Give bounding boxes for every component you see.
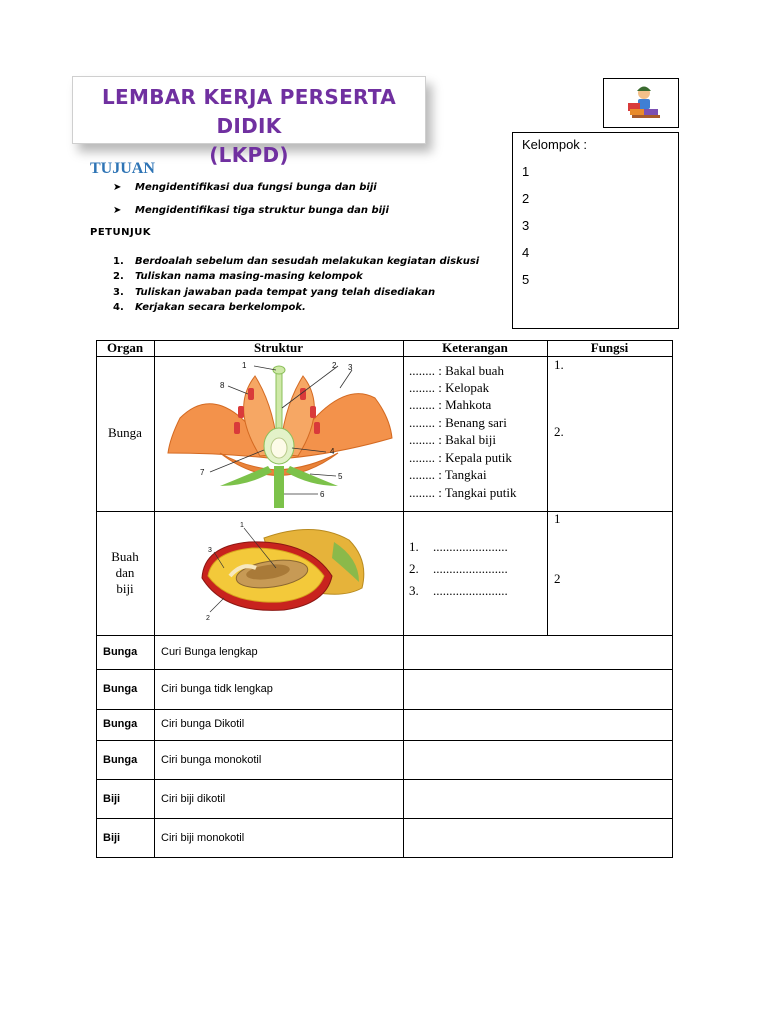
flower-label-3: 3 xyxy=(348,363,353,372)
ket-buah-3: 3. ....................... xyxy=(409,583,508,598)
row-desc: Ciri biji dikotil xyxy=(161,793,226,805)
ket-bunga-7: ........ : Tangkai xyxy=(409,467,487,482)
group-member-3: 3 xyxy=(522,218,530,233)
ket-bunga-4: ........ : Benang sari xyxy=(409,415,507,430)
tujuan-heading: TUJUAN xyxy=(90,160,155,177)
row-desc: Ciri bunga tidk lengkap xyxy=(161,683,273,695)
flower-structure-diagram xyxy=(160,358,398,508)
header-organ: Organ xyxy=(106,340,144,355)
ket-bunga-1: ........ : Bakal buah xyxy=(409,363,504,378)
instruction-step: 1. Berdoalah sebelum dan sesudah melakukan kegiatan diskusi xyxy=(113,256,480,267)
organ-bunga: Bunga xyxy=(108,425,142,440)
ket-bunga-6: ........ : Kepala putik xyxy=(409,450,512,465)
row-organ: Bunga xyxy=(103,718,138,730)
petunjuk-heading: PETUNJUK xyxy=(90,227,152,238)
mango-label-3: 3 xyxy=(208,547,212,554)
group-member-1: 1 xyxy=(522,164,530,179)
ket-bunga-5: ........ : Bakal biji xyxy=(409,432,497,447)
ket-buah-2: 2. ....................... xyxy=(409,561,508,576)
mango-seed-diagram xyxy=(194,518,369,628)
title-line-2: (LKPD) xyxy=(209,143,289,167)
instruction-step: 2. Tuliskan nama masing-masing kelompok xyxy=(113,271,363,282)
title-box xyxy=(72,76,426,167)
objective-item: ➤ Mengidentifikasi dua fungsi bunga dan biji xyxy=(113,182,377,193)
group-label: Kelompok : xyxy=(522,137,588,152)
ket-buah-1: 1. ....................... xyxy=(409,539,508,554)
group-member-4: 4 xyxy=(522,245,530,260)
row-desc: Ciri bunga monokotil xyxy=(161,754,262,766)
objective-item: ➤ Mengidentifikasi tiga struktur bunga dan biji xyxy=(113,205,389,216)
row-organ: Bunga xyxy=(103,754,138,766)
ket-bunga-2: ........ : Kelopak xyxy=(409,380,490,395)
row-organ: Bunga xyxy=(103,683,138,695)
row-desc: Ciri biji monokotil xyxy=(161,832,245,844)
flower-label-4: 4 xyxy=(330,447,335,456)
flower-label-5: 5 xyxy=(338,472,343,481)
row-organ: Bunga xyxy=(103,646,138,658)
fungsi-buah-2: 2 xyxy=(554,571,561,586)
student-reading-icon xyxy=(604,79,678,127)
title-line-1: LEMBAR KERJA PERSERTA DIDIK xyxy=(102,85,396,138)
group-box xyxy=(512,132,679,329)
mango-label-1: 1 xyxy=(240,522,244,529)
flower-label-1: 1 xyxy=(242,361,247,370)
header-struktur: Struktur xyxy=(253,340,304,355)
flower-label-6: 6 xyxy=(320,490,325,499)
flower-label-2: 2 xyxy=(332,361,337,370)
logo-box xyxy=(603,78,679,128)
ket-bunga-8: ........ : Tangkai putik xyxy=(409,485,517,500)
fungsi-buah-1: 1 xyxy=(554,511,561,526)
instruction-step: 4. Kerjakan secara berkelompok. xyxy=(113,302,306,313)
mango-label-2: 2 xyxy=(206,615,210,622)
header-fungsi: Fungsi xyxy=(590,340,629,355)
row-desc: Ciri bunga Dikotil xyxy=(161,718,245,730)
group-member-5: 5 xyxy=(522,272,530,287)
flower-label-7: 7 xyxy=(200,468,205,477)
header-keterangan: Keterangan xyxy=(442,340,508,355)
flower-label-8: 8 xyxy=(220,381,225,390)
fungsi-bunga-2: 2. xyxy=(554,424,564,439)
fungsi-bunga-1: 1. xyxy=(554,357,564,372)
instruction-step: 3. Tuliskan jawaban pada tempat yang telah disediakan xyxy=(113,287,436,298)
row-organ: Biji xyxy=(103,832,121,844)
organ-buah-biji: Buah dan biji xyxy=(111,549,139,596)
ket-bunga-3: ........ : Mahkota xyxy=(409,397,492,412)
row-desc: Curi Bunga lengkap xyxy=(161,646,258,658)
row-organ: Biji xyxy=(103,793,121,805)
group-member-2: 2 xyxy=(522,191,530,206)
